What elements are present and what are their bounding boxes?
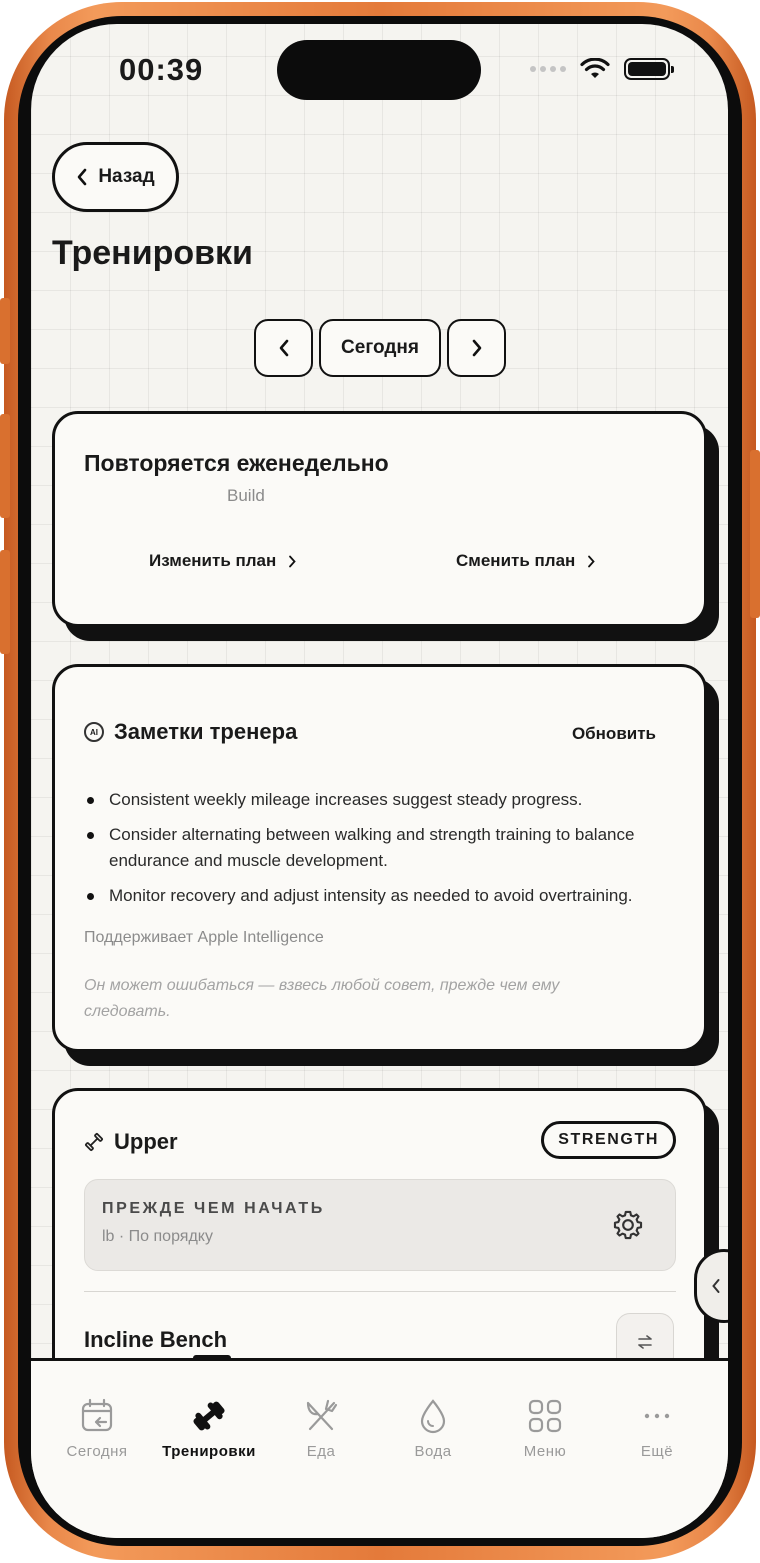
battery-icon — [624, 58, 670, 80]
tab-bar — [31, 1358, 728, 1538]
exercise-name: Incline Bench — [84, 1327, 228, 1352]
tab-food[interactable] — [265, 1397, 377, 1460]
home-indicator — [261, 1511, 499, 1517]
workout-header — [84, 1129, 178, 1155]
tab-workouts[interactable] — [153, 1397, 265, 1460]
coach-notes-header — [84, 719, 297, 745]
wifi-icon — [580, 58, 610, 80]
powered-by-label: Поддерживает Apple Intelligence — [84, 929, 324, 946]
chevron-right-icon — [288, 555, 296, 568]
chevron-left-icon — [711, 1278, 721, 1294]
edit-plan-label: Изменить план — [149, 551, 277, 570]
power-button — [750, 450, 760, 618]
change-plan-link[interactable] — [456, 551, 595, 571]
signal-icon — [530, 66, 566, 72]
chevron-right-icon — [587, 555, 595, 568]
today-button[interactable]: Сегодня — [319, 319, 441, 377]
tab-label: Вода — [414, 1443, 452, 1460]
tab-label: Меню — [523, 1443, 567, 1460]
change-plan-label: Сменить план — [456, 551, 576, 570]
dumbbell-icon — [190, 1397, 228, 1435]
tab-more[interactable] — [601, 1397, 713, 1460]
workout-type-badge: STRENGTH — [541, 1121, 676, 1159]
dumbbell-icon — [84, 1132, 104, 1152]
tab-label: Сегодня — [66, 1443, 128, 1460]
tab-label: Ещё — [640, 1443, 674, 1460]
plan-card — [52, 411, 707, 627]
workout-name: Upper — [114, 1129, 178, 1154]
date-nav — [254, 319, 506, 377]
dynamic-island — [277, 40, 481, 100]
tab-label: Тренировки — [162, 1443, 256, 1460]
before-start-panel[interactable] — [84, 1179, 676, 1271]
calendar-icon — [78, 1397, 116, 1435]
coach-notes-list — [84, 787, 684, 918]
fork-knife-icon — [302, 1397, 340, 1435]
refresh-button[interactable]: Обновить — [571, 724, 656, 743]
volume-up-button — [0, 414, 10, 518]
plan-subtitle: Build — [227, 486, 265, 505]
drop-icon — [414, 1397, 452, 1435]
tab-water[interactable] — [377, 1397, 489, 1460]
before-start-subtitle: lb · По порядку — [102, 1228, 213, 1245]
volume-down-button — [0, 550, 10, 654]
screen — [31, 24, 728, 1538]
ai-icon: AI — [84, 722, 104, 742]
back-button[interactable] — [52, 142, 179, 212]
grid-icon — [526, 1397, 564, 1435]
divider — [84, 1291, 676, 1292]
chevron-left-icon — [278, 339, 290, 357]
page-title: Тренировки — [52, 234, 253, 272]
edit-plan-link[interactable] — [149, 551, 296, 571]
status-time: 00:39 — [119, 52, 204, 87]
prev-day-button[interactable] — [254, 319, 313, 377]
plan-title: Повторяется еженедельно — [84, 450, 389, 476]
more-icon — [638, 1397, 676, 1435]
chevron-right-icon — [471, 339, 483, 357]
chevron-left-icon — [76, 168, 88, 186]
action-button — [0, 298, 10, 364]
coach-note-item: Monitor recovery and adjust intensity as needed to avoid overtraining. — [84, 883, 684, 909]
coach-note-item: Consider alternating between walking and strength training to balance endurance and muscle development. — [84, 822, 684, 874]
tab-today[interactable] — [41, 1397, 153, 1460]
tab-menu[interactable] — [489, 1397, 601, 1460]
next-day-button[interactable] — [447, 319, 506, 377]
gear-icon[interactable] — [611, 1208, 645, 1242]
back-label: Назад — [98, 166, 155, 187]
active-tab-indicator — [193, 1355, 231, 1361]
status-icons — [530, 58, 670, 80]
tab-label: Еда — [306, 1443, 336, 1460]
before-start-title: ПРЕЖДЕ ЧЕМ НАЧАТЬ — [102, 1200, 325, 1217]
disclaimer-text: Он может ошибаться — взвесь любой совет, прежде чем ему следовать. — [84, 977, 560, 1020]
coach-notes-title: Заметки тренера — [114, 719, 298, 744]
swap-icon — [636, 1335, 654, 1349]
coach-notes-card — [52, 664, 707, 1052]
coach-note-item: Consistent weekly mileage increases suggest steady progress. — [84, 787, 684, 813]
